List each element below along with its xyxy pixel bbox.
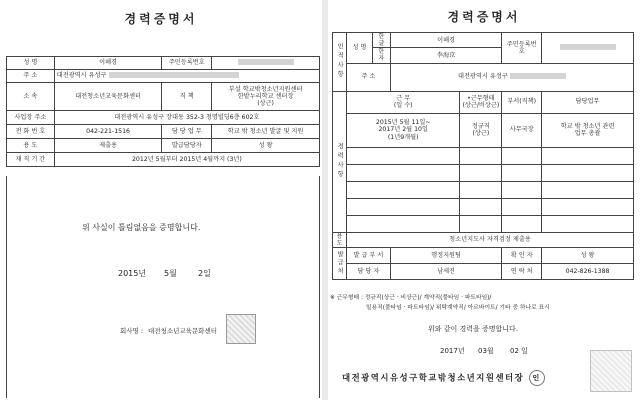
right-career-h-period bbox=[346, 91, 459, 113]
left-addr-value: 대전광역시 유성구 bbox=[56, 72, 107, 80]
right-name-label: 성 명 bbox=[346, 33, 372, 64]
right-rrn-label: 주민등록번호 bbox=[502, 33, 542, 64]
right-career-type-2: (상근) bbox=[472, 130, 490, 137]
right-career-h-days: (일 수) bbox=[393, 102, 413, 109]
right-hangul-label: 한 글 bbox=[372, 33, 390, 48]
right-note-line-2: 일용직(풀타임 · 파트타임)/ 위탁계약직/ 아르바이트/ 기타 중 하나로 표시 bbox=[366, 305, 550, 311]
right-career-duty-2: 업무 총괄 bbox=[574, 130, 601, 137]
left-position-line-1: 부설 학교밖청소년지원센터 bbox=[228, 85, 303, 93]
right-career-empty bbox=[460, 147, 502, 164]
right-career-empty bbox=[460, 198, 502, 215]
left-name-value: 이해경 bbox=[54, 57, 162, 70]
left-rrn-redacted bbox=[212, 57, 320, 70]
right-side-person: 인적사항 bbox=[333, 33, 347, 92]
right-certificate bbox=[328, 0, 640, 400]
right-note-line-1: ※ 근무형태 : 정규직(상근 · 비상근)/ 계약직(풀타임 · 파트타임)/ bbox=[330, 295, 492, 301]
right-career-period-2: 2017년 2월 10일 bbox=[378, 126, 428, 134]
right-main-table bbox=[332, 32, 634, 280]
right-career-empty bbox=[502, 198, 542, 215]
left-info-table bbox=[6, 56, 320, 167]
right-issue-manager-label: 담 당 자 bbox=[346, 263, 390, 279]
right-career-empty bbox=[346, 164, 459, 181]
right-career-empty bbox=[346, 147, 459, 164]
right-addr-label: 주 소 bbox=[346, 63, 390, 91]
right-career-type bbox=[460, 113, 502, 147]
left-issuer-label: 발급담당자 bbox=[162, 139, 212, 153]
right-date-year: 2017년 bbox=[440, 347, 465, 355]
left-dept-label: 소 속 bbox=[7, 83, 55, 111]
right-use-value: 청소년지도사 자격검정 제출용 bbox=[346, 232, 633, 247]
left-position-cell bbox=[212, 83, 320, 111]
right-rrn-redacted bbox=[542, 33, 634, 64]
right-career-empty bbox=[460, 164, 502, 181]
right-career-empty bbox=[542, 147, 634, 164]
right-career-h-type: •근무형태 (상근/비상근) bbox=[460, 91, 502, 113]
right-issue-phone-value: 042-826-1388 bbox=[542, 263, 634, 279]
left-duty-value: 학교 밖 청소년 발굴 및 지원 bbox=[212, 125, 320, 139]
left-company-seal bbox=[226, 314, 256, 344]
right-career-empty bbox=[542, 215, 634, 232]
right-issue-confirm-label: 확 인 자 bbox=[502, 247, 542, 263]
right-career-period-1: 2015년 5월 11일~ bbox=[375, 119, 431, 127]
left-date-day: 2일 bbox=[198, 269, 211, 278]
right-career-empty bbox=[542, 181, 634, 198]
right-date-month: 03월 bbox=[478, 347, 494, 355]
right-career-empty bbox=[502, 215, 542, 232]
right-issue-phone-label: 연 락 처 bbox=[502, 263, 542, 279]
right-addr-value: 대전광역시 유성구 bbox=[458, 73, 508, 81]
right-hangul-value: 이해경 bbox=[390, 33, 501, 48]
left-period-value: 2012년 5월부터 2015년 4월까지 (3년) bbox=[54, 153, 319, 167]
left-position-line-3: (상근) bbox=[257, 100, 274, 108]
left-office-value: 대전광역시 유성구 장대동 352-3 청명빌딩6층 602호 bbox=[54, 111, 319, 125]
left-dept-value: 대전청소년교육문화센터 bbox=[54, 83, 162, 111]
right-side-issue: 발급처 bbox=[333, 247, 347, 279]
left-use-label: 용 도 bbox=[7, 139, 55, 153]
right-org: 대전광역시유성구학교밖청소년지원센터장 bbox=[342, 372, 525, 383]
right-career-empty bbox=[460, 215, 502, 232]
left-addr-label: 주 소 bbox=[7, 70, 55, 83]
right-statement: 위와 같이 경력을 증명합니다. bbox=[428, 325, 519, 333]
left-date-month: 5월 bbox=[164, 269, 177, 278]
left-name-label: 성 명 bbox=[7, 57, 55, 70]
left-title: 경력증명서 bbox=[124, 12, 198, 26]
right-career-empty bbox=[346, 198, 459, 215]
right-hanja-label: 한 자 bbox=[372, 48, 390, 63]
right-org-stamp bbox=[590, 350, 632, 392]
right-career-empty bbox=[346, 215, 459, 232]
left-position-line-2: 한밭누리학교 센터장 bbox=[237, 92, 294, 100]
right-org-seal: 인 bbox=[529, 370, 545, 386]
left-position-label: 직 책 bbox=[162, 83, 212, 111]
right-career-empty bbox=[502, 147, 542, 164]
right-issue-dept-label: 발 급 부 서 bbox=[346, 247, 390, 263]
right-career-empty bbox=[542, 164, 634, 181]
left-use-value: 제출용 bbox=[54, 139, 162, 153]
left-duty-label: 담 당 업 무 bbox=[162, 125, 212, 139]
right-date-day: 02 일 bbox=[510, 347, 528, 355]
left-addr-cell bbox=[54, 70, 319, 83]
right-career-period bbox=[346, 113, 459, 147]
right-career-period-3: (1년9개월) bbox=[387, 133, 419, 141]
left-phone-value: 042-221-1516 bbox=[54, 125, 162, 139]
right-career-duty bbox=[542, 113, 634, 147]
right-career-h-period-text: 근 무 bbox=[396, 94, 411, 102]
right-career-empty bbox=[542, 198, 634, 215]
right-career-h-duty: 담당업무 bbox=[542, 91, 634, 113]
right-org-line bbox=[342, 370, 545, 386]
left-body-box bbox=[6, 176, 320, 398]
right-addr-cell bbox=[390, 63, 633, 91]
right-career-h-dept: 부서(직책) bbox=[502, 91, 542, 113]
left-org-value: 대전청소년교육문화센터 bbox=[148, 327, 218, 335]
right-career-empty bbox=[346, 181, 459, 198]
right-career-dept: 사무국장 bbox=[502, 113, 542, 147]
left-office-label: 사업장 주소 bbox=[7, 111, 55, 125]
right-side-use: 용도 bbox=[333, 232, 347, 247]
right-career-empty bbox=[502, 164, 542, 181]
right-issue-dept-value: 행정지원팀 bbox=[390, 247, 501, 263]
right-issue-confirm-value: 성 왕 bbox=[542, 247, 634, 263]
right-title: 경력증명서 bbox=[447, 10, 521, 24]
right-hanja-value: 李海京 bbox=[390, 48, 501, 63]
left-issuer-value: 성 왕 bbox=[212, 139, 320, 153]
right-career-duty-1: 학교 밖 청소년 관련 bbox=[560, 122, 615, 130]
left-period-label: 재 직 기 간 bbox=[7, 153, 55, 167]
right-career-empty bbox=[502, 181, 542, 198]
right-side-career: 경력사항 bbox=[333, 91, 347, 232]
right-career-type-1: 정규직 bbox=[471, 122, 490, 130]
left-org-label: 회사명 : bbox=[120, 327, 144, 335]
left-date-year: 2015년 bbox=[118, 269, 147, 278]
left-rrn-label: 주민등록번호 bbox=[162, 57, 212, 70]
left-phone-label: 전 화 번 호 bbox=[7, 125, 55, 139]
right-career-empty bbox=[460, 181, 502, 198]
left-statement: 위 사실이 틀림없음을 증명합니다. bbox=[82, 223, 201, 232]
right-issue-manager-value: 남세진 bbox=[390, 263, 501, 279]
